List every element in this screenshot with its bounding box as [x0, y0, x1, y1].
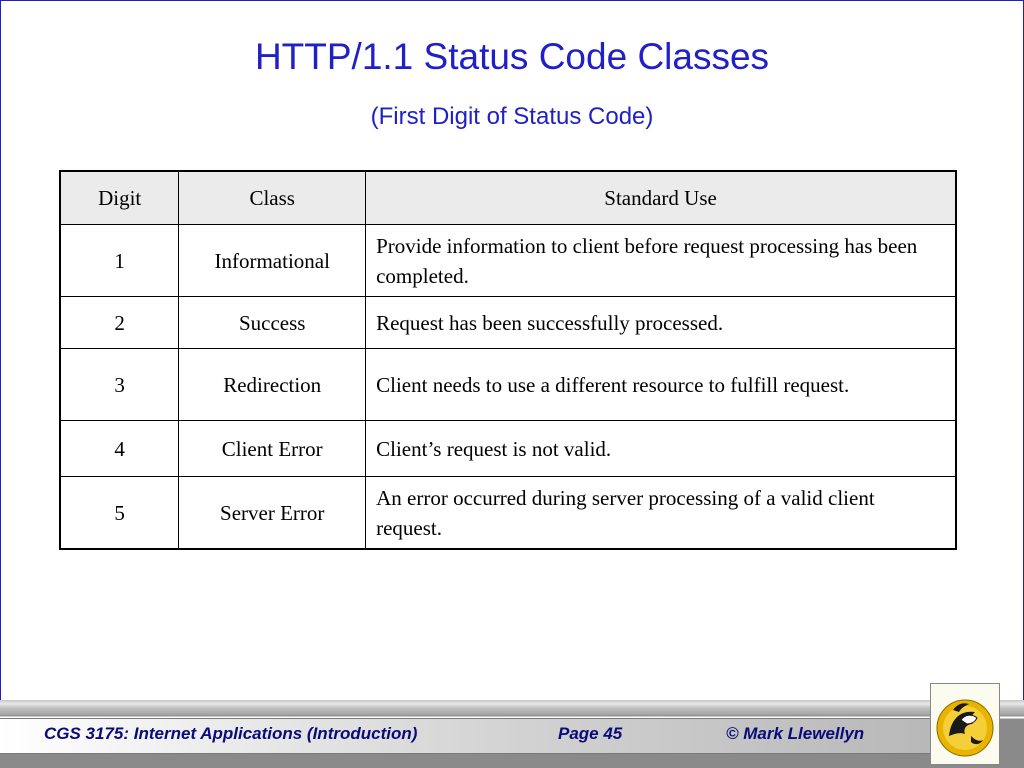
- header-class: Class: [179, 171, 366, 225]
- table-row: [60, 225, 956, 297]
- table-row: [60, 421, 956, 477]
- cell-class: Server Error: [179, 477, 366, 550]
- table-header-row: [60, 171, 956, 225]
- ucf-pegasus-logo-icon: [930, 683, 1000, 765]
- cell-digit: 1: [60, 225, 179, 297]
- cell-digit: 4: [60, 421, 179, 477]
- cell-class: Success: [179, 297, 366, 349]
- cell-digit: 2: [60, 297, 179, 349]
- table-row: [60, 349, 956, 421]
- cell-class: Redirection: [179, 349, 366, 421]
- cell-use: Client’s request is not valid.: [366, 421, 956, 477]
- footer-course: CGS 3175: Internet Applications (Introduction): [44, 724, 418, 743]
- cell-class: Client Error: [179, 421, 366, 477]
- footer-page-number: Page 45: [558, 724, 623, 743]
- header-digit: Digit: [60, 171, 179, 225]
- table-row: [60, 477, 956, 550]
- header-standard-use: Standard Use: [366, 171, 956, 225]
- cell-digit: 5: [60, 477, 179, 550]
- slide-subtitle: (First Digit of Status Code): [370, 103, 654, 130]
- cell-use: Client needs to use a different resource to fulfill request.: [366, 349, 956, 421]
- cell-use: Provide information to client before request processing has been completed.: [366, 225, 956, 297]
- status-code-table: [59, 170, 957, 550]
- table-row: [60, 297, 956, 349]
- cell-digit: 3: [60, 349, 179, 421]
- cell-class: Informational: [179, 225, 366, 297]
- cell-use: An error occurred during server processing of a valid client request.: [366, 477, 956, 550]
- cell-use: Request has been successfully processed.: [366, 297, 956, 349]
- slide-title: HTTP/1.1 Status Code Classes: [254, 36, 770, 77]
- footer-copyright: © Mark Llewellyn: [726, 724, 865, 743]
